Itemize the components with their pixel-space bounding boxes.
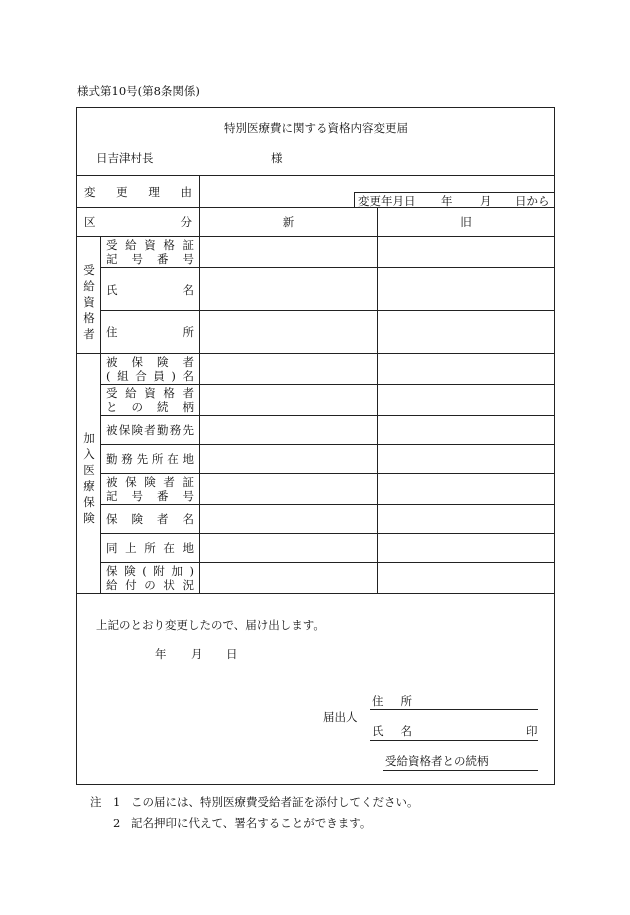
row-r1-0-char: 証 [182, 238, 194, 252]
row-r8-1-char: 記 [106, 489, 118, 503]
change-date-month: 月 [480, 194, 492, 208]
row-r5-0-char: 受 [106, 386, 118, 400]
row-r5-1-char: と [106, 400, 118, 414]
row-r10-0-char: 上 [125, 541, 137, 555]
row-address [106, 325, 194, 339]
group-insurance-chars [82, 430, 96, 526]
jl-r11-0 [106, 564, 194, 578]
row-r1-0-char: 給 [125, 238, 137, 252]
row-r11-1-char: 付 [125, 578, 137, 592]
row-r6-0-char: 者 [144, 423, 156, 437]
row-r10-0-char: 所 [144, 541, 156, 555]
row-r8-1-char: 号 [131, 489, 143, 503]
jl-r1-0 [106, 238, 194, 252]
row-workplace-address [106, 452, 194, 466]
jl-r8-0 [106, 475, 194, 489]
applicant-name-label [372, 724, 412, 738]
jl-r9-0 [106, 512, 194, 526]
row-insured-2 [106, 369, 194, 383]
row-r5-1-char: 柄 [182, 400, 194, 414]
row-recipient-cert-1 [106, 238, 194, 252]
row-r11-0-char: ) [189, 564, 194, 578]
change-reason-label-chars [84, 185, 192, 199]
jl-r11-1 [106, 578, 194, 592]
kubun-char: 分 [180, 215, 192, 229]
row-relation-2 [106, 400, 194, 414]
row-r6-0-char: 先 [182, 423, 194, 437]
jl-r5-1 [106, 400, 194, 414]
group-insurance-char: 入 [83, 447, 95, 461]
jl-r3-0 [106, 325, 194, 339]
note-2-text: 記名押印に代えて、署名することができます。 [131, 816, 372, 830]
row-r3-0-char: 所 [182, 325, 194, 339]
row-r1-1-char: 記 [106, 252, 118, 266]
jl-r6-0 [106, 423, 194, 437]
group-recipient-char: 給 [83, 279, 95, 293]
group-insurance-char: 加 [83, 431, 95, 445]
row-r1-0-char: 格 [163, 238, 175, 252]
row-r5-1-char: 続 [157, 400, 169, 414]
row-r4-0-char: 保 [131, 355, 143, 369]
column-kubun-chars [84, 215, 192, 229]
change-reason-label [84, 185, 192, 199]
form-number: 様式第10号(第8条関係) [77, 84, 200, 98]
row-r10-0-char: 同 [106, 541, 118, 555]
row-r4-0-char: 被 [106, 355, 118, 369]
group-recipient-char: 受 [83, 263, 95, 277]
row-insurer-address [106, 541, 194, 555]
row-r11-1-char: の [144, 578, 156, 592]
row-r4-1-char: 合 [135, 369, 147, 383]
group-recipient-chars [82, 262, 96, 342]
form-outer-border [77, 108, 555, 785]
form-title: 特別医療費に関する資格内容変更届 [224, 121, 408, 135]
change-reason-char: 更 [116, 185, 128, 199]
change-reason-char: 変 [84, 185, 96, 199]
jl-r7-0 [106, 452, 194, 466]
jl-r10-0 [106, 541, 194, 555]
row-r10-0-char: 地 [182, 541, 194, 555]
notes-prefix: 注 [90, 795, 102, 809]
row-r7-0-char: 在 [167, 452, 179, 466]
row-r6-0-char: 保 [118, 423, 131, 437]
note-1-text: この届には、特別医療費受給者証を添付してください。 [131, 795, 419, 809]
row-insurer-name [106, 512, 194, 526]
seal-mark: 印 [526, 724, 538, 738]
row-r8-0-char: 者 [163, 475, 175, 489]
group-insurance-char: 療 [83, 479, 95, 493]
row-r11-0-char: 保 [106, 564, 118, 578]
row-r11-0-char: 附 [153, 564, 165, 578]
row-r5-0-char: 資 [144, 386, 156, 400]
row-r3-0-char: 住 [106, 325, 118, 339]
column-kubun [84, 215, 192, 229]
jl-r8-1 [106, 489, 194, 503]
row-r4-0-char: 険 [157, 355, 169, 369]
row-insured-cert-1 [106, 475, 194, 489]
row-r11-0-char: ( [142, 564, 147, 578]
applicant-address-label [372, 694, 412, 708]
row-r9-0-char: 保 [106, 512, 118, 526]
row-r6-0-char: 務 [169, 423, 182, 437]
row-r5-1-char: の [131, 400, 143, 414]
applicant-name-char: 氏 [372, 724, 384, 738]
row-r2-0-char: 名 [182, 283, 194, 297]
jl-address [372, 694, 412, 708]
date-month: 月 [191, 647, 203, 661]
row-insured-cert-2 [106, 489, 194, 503]
group-recipient-char: 資 [83, 295, 95, 309]
applicant-address-char: 住 [372, 694, 384, 708]
group-insurance-char: 保 [83, 495, 95, 509]
group-insurance [82, 430, 96, 526]
row-r6-0-char: 勤 [157, 423, 169, 437]
change-reason-char: 理 [148, 185, 160, 199]
group-recipient-char: 格 [83, 311, 95, 325]
row-workplace [106, 423, 194, 437]
row-r7-0-char: 勤 [106, 452, 118, 466]
change-date-year: 年 [441, 194, 453, 208]
group-recipient-char: 者 [83, 327, 95, 341]
group-insurance-char: 険 [83, 511, 95, 525]
note-1-number: 1 [113, 795, 121, 809]
row-r9-0-char: 険 [131, 512, 143, 526]
applicant-name-char: 名 [400, 724, 412, 738]
honorific: 様 [271, 151, 283, 165]
row-r8-0-char: 証 [182, 475, 194, 489]
row-r11-1-char: 況 [182, 578, 194, 592]
change-date-label: 変更年月日 [358, 194, 416, 208]
row-r9-0-char: 者 [157, 512, 169, 526]
change-reason-char: 由 [180, 185, 192, 199]
row-r2-0-char: 氏 [106, 283, 118, 297]
row-r8-0-char: 保 [125, 475, 137, 489]
jl-r4-0 [106, 355, 194, 369]
row-r9-0-char: 名 [182, 512, 194, 526]
row-r4-1-char: 組 [117, 369, 129, 383]
row-r1-1-char: 番 [157, 252, 169, 266]
row-r4-1-char: ) [171, 369, 176, 383]
row-r7-0-char: 所 [151, 452, 164, 466]
note-2-number: 2 [113, 816, 121, 830]
row-insured-1 [106, 355, 194, 369]
row-name [106, 283, 194, 297]
row-r5-0-char: 給 [125, 386, 137, 400]
row-relation-1 [106, 386, 194, 400]
row-r6-0-char: 険 [131, 423, 143, 437]
jl-r2-0 [106, 283, 194, 297]
row-r8-0-char: 険 [144, 475, 156, 489]
row-r5-0-char: 者 [182, 386, 194, 400]
row-r4-1-char: 名 [182, 369, 194, 383]
row-r11-0-char: 険 [124, 564, 136, 578]
row-r1-0-char: 受 [106, 238, 118, 252]
row-r11-0-char: 加 [171, 564, 183, 578]
row-r8-0-char: 被 [106, 475, 118, 489]
group-insurance-char: 医 [83, 463, 95, 477]
row-r11-1-char: 給 [106, 578, 118, 592]
addressee: 日吉津村長 [96, 151, 154, 165]
row-recipient-cert-2 [106, 252, 194, 266]
row-r1-1-char: 号 [182, 252, 194, 266]
row-r7-0-char: 地 [182, 452, 194, 466]
row-benefits-1 [106, 564, 194, 578]
row-r6-0-char: 被 [106, 423, 118, 437]
declaration-text: 上記のとおり変更したので、届け出します。 [96, 618, 325, 632]
jl-r4-1 [106, 369, 194, 383]
applicant-address-char: 所 [400, 694, 412, 708]
row-r11-1-char: 状 [163, 578, 175, 592]
jl-r1-1 [106, 252, 194, 266]
row-r5-0-char: 格 [163, 386, 175, 400]
row-r7-0-char: 先 [136, 452, 149, 466]
row-r8-1-char: 番 [157, 489, 169, 503]
jl-r5-0 [106, 386, 194, 400]
row-r4-1-char: ( [106, 369, 111, 383]
date-year: 年 [155, 647, 167, 661]
column-old: 旧 [460, 215, 472, 229]
kubun-char: 区 [84, 215, 96, 229]
jl-name [372, 724, 412, 738]
row-r7-0-char: 務 [121, 452, 133, 466]
change-date-day-from: 日から [515, 194, 550, 208]
applicant-label: 届出人 [323, 710, 358, 724]
row-r8-1-char: 号 [182, 489, 194, 503]
row-r4-0-char: 者 [182, 355, 194, 369]
row-r10-0-char: 在 [163, 541, 175, 555]
applicant-relation-label: 受給資格者との続柄 [385, 754, 489, 768]
row-r4-1-char: 員 [153, 369, 165, 383]
column-new: 新 [282, 215, 295, 229]
row-benefits-2 [106, 578, 194, 592]
group-recipient [82, 262, 96, 342]
row-r1-0-char: 資 [144, 238, 156, 252]
row-r1-1-char: 号 [131, 252, 143, 266]
date-day: 日 [226, 647, 238, 661]
